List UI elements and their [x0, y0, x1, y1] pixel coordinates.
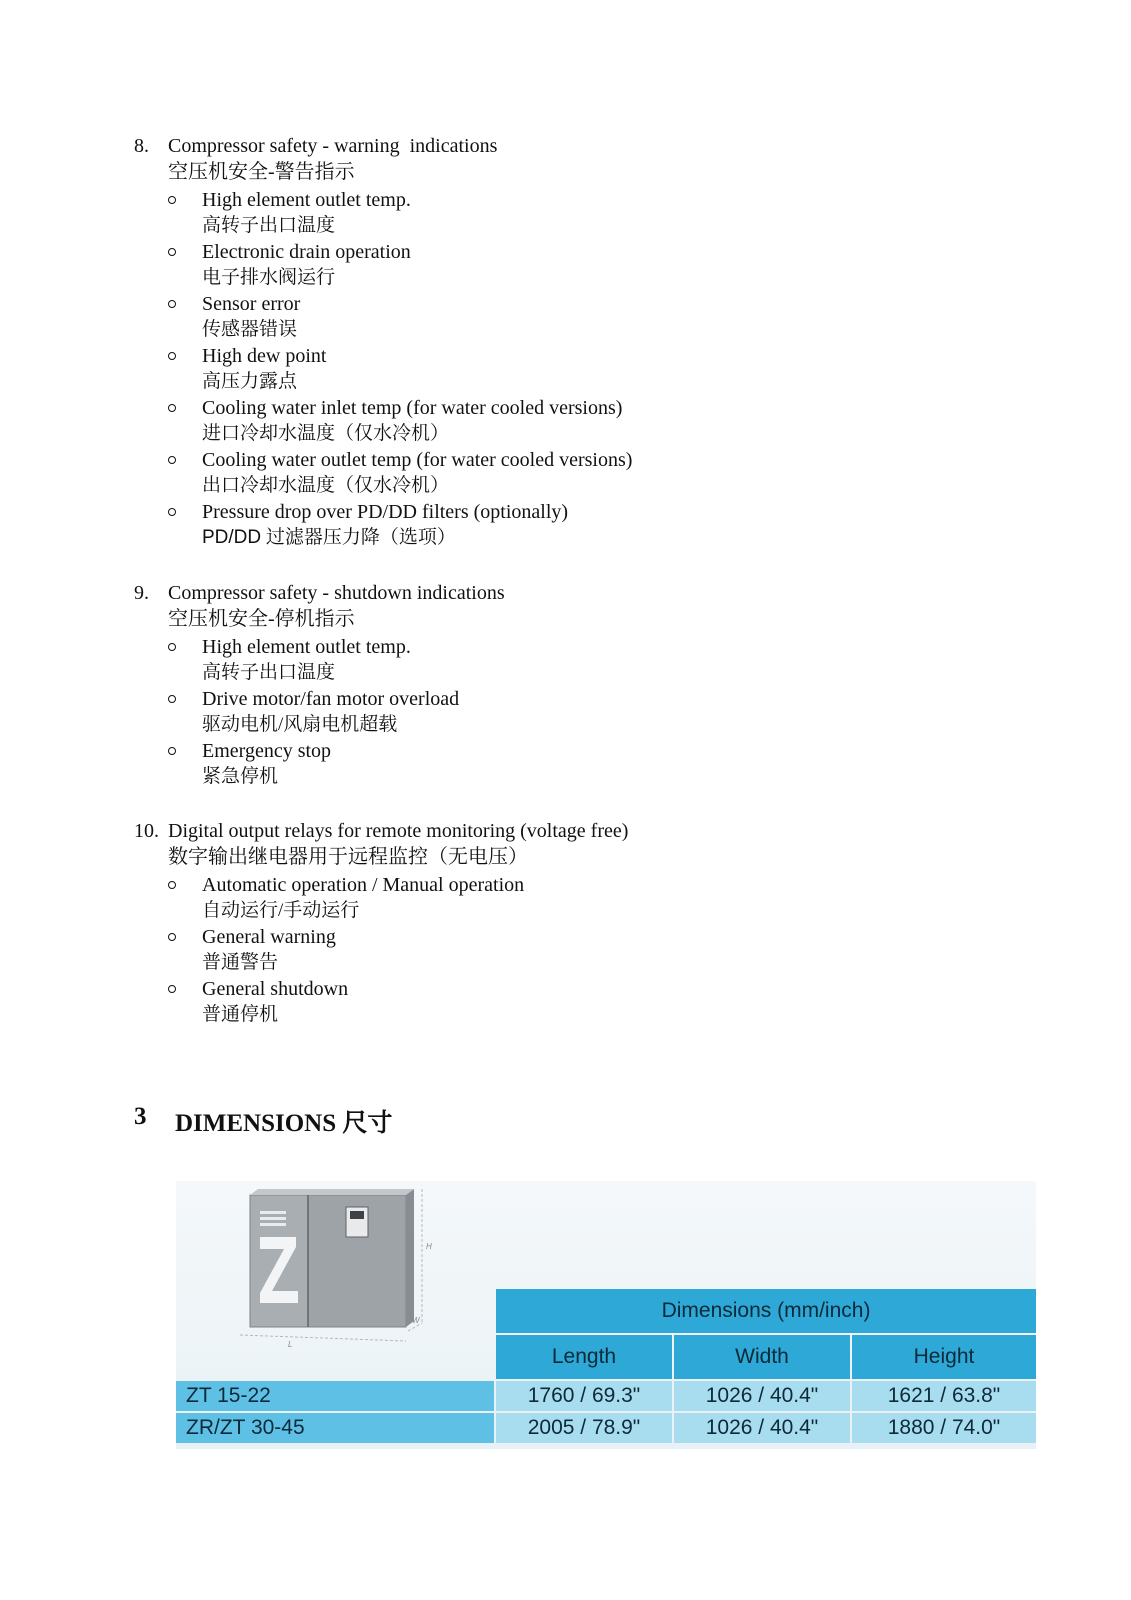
list-item [168, 447, 1034, 499]
warning-list [134, 187, 1034, 551]
bullet-icon [168, 248, 176, 256]
section-number: 8. [134, 135, 149, 157]
list-item [168, 187, 1034, 239]
list-item [168, 634, 1034, 686]
bullet-icon [168, 695, 176, 703]
item-en: Sensor error [202, 293, 301, 315]
item-zh-prefix: PD/DD [202, 527, 262, 548]
section-heading [134, 818, 1034, 844]
section-8 [134, 133, 1034, 551]
item-en: Emergency stop [202, 740, 332, 762]
bullet-icon [168, 508, 176, 516]
item-en: Pressure drop over PD/DD filters (optionally) [202, 501, 569, 523]
item-zh: 高转子出口温度 [202, 215, 336, 236]
item-zh: 高压力露点 [202, 371, 298, 392]
item-en: General warning [202, 926, 336, 948]
bullet-icon [168, 933, 176, 941]
section-title-en: Compressor safety - warning indications [168, 135, 498, 157]
table-cell: 1760 / 69.3" [496, 1381, 672, 1411]
column-header-length: Length [496, 1335, 672, 1379]
column-header-width: Width [674, 1335, 850, 1379]
list-item [168, 872, 1034, 924]
item-zh: 高转子出口温度 [202, 662, 336, 683]
list-item [168, 395, 1034, 447]
item-zh: 电子排水阀运行 [202, 267, 336, 288]
heading-text: DIMENSIONS 尺寸 [175, 1110, 393, 1137]
item-zh: 出口冷却水温度（仅水冷机） [202, 475, 450, 496]
item-zh: 普通停机 [202, 1004, 279, 1025]
height-label: H [426, 1242, 432, 1251]
list-item [168, 291, 1034, 343]
item-zh: 紧急停机 [202, 766, 279, 787]
section-title-zh: 数字输出继电器用于远程监控（无电压） [168, 846, 528, 868]
list-item [168, 924, 1034, 976]
section-title-en: Compressor safety - shutdown indications [168, 582, 505, 604]
item-zh-text: 过滤器压力降（选项） [261, 527, 456, 548]
item-zh: 驱动电机/风扇电机超载 [202, 714, 398, 735]
item-en: High element outlet temp. [202, 189, 411, 211]
compressor-illustration [226, 1189, 446, 1349]
list-item [168, 343, 1034, 395]
bullet-icon [168, 456, 176, 464]
column-header-height: Height [852, 1335, 1036, 1379]
item-zh: 普通警告 [202, 952, 279, 973]
bullet-icon [168, 300, 176, 308]
list-item [168, 738, 1034, 790]
item-en: High element outlet temp. [202, 636, 411, 658]
width-label: W [412, 1316, 420, 1325]
item-zh: 进口冷却水温度（仅水冷机） [202, 423, 450, 444]
list-item [168, 239, 1034, 291]
bullet-icon [168, 404, 176, 412]
section-heading [134, 580, 1034, 606]
list-item [168, 976, 1034, 1028]
bullet-icon [168, 747, 176, 755]
table-cell: 1026 / 40.4" [674, 1413, 850, 1443]
item-zh: 传感器错误 [202, 319, 298, 340]
list-item [168, 686, 1034, 738]
shutdown-list [134, 634, 1034, 790]
section-10 [134, 818, 1034, 1028]
item-en: Automatic operation / Manual operation [202, 874, 525, 896]
item-en: Cooling water inlet temp (for water cooled versions) [202, 397, 623, 419]
bullet-icon [168, 985, 176, 993]
list-item [168, 499, 1034, 551]
row-model: ZR/ZT 30-45 [176, 1413, 494, 1443]
item-en: Drive motor/fan motor overload [202, 688, 460, 710]
item-en: Cooling water outlet temp (for water cooled versions) [202, 449, 633, 471]
dimensions-figure [176, 1181, 1036, 1449]
table-cell: 1880 / 74.0" [852, 1413, 1036, 1443]
bullet-icon [168, 643, 176, 651]
table-cell: 2005 / 78.9" [496, 1413, 672, 1443]
relay-list [134, 872, 1034, 1028]
section-title-zh: 空压机安全-警告指示 [168, 161, 355, 183]
item-en: Electronic drain operation [202, 241, 411, 263]
section-heading [134, 133, 1034, 159]
table-cell: 1026 / 40.4" [674, 1381, 850, 1411]
length-label: L [288, 1340, 293, 1349]
item-en: General shutdown [202, 978, 349, 1000]
section-title-en: Digital output relays for remote monitoring (voltage free) [168, 820, 629, 842]
bullet-icon [168, 196, 176, 204]
row-model: ZT 15-22 [176, 1381, 494, 1411]
section-number: 10. [134, 820, 159, 842]
section-9 [134, 580, 1034, 790]
table-cell: 1621 / 63.8" [852, 1381, 1036, 1411]
section-number: 9. [134, 582, 149, 604]
section-title-zh: 空压机安全-停机指示 [168, 608, 355, 630]
dimensions-heading [134, 1103, 392, 1139]
item-en: High dew point [202, 345, 327, 367]
table-title: Dimensions (mm/inch) [496, 1289, 1036, 1333]
item-zh [202, 525, 1034, 551]
heading-number: 3 [134, 1103, 147, 1130]
item-zh: 自动运行/手动运行 [202, 900, 360, 921]
bullet-icon [168, 881, 176, 889]
bullet-icon [168, 352, 176, 360]
